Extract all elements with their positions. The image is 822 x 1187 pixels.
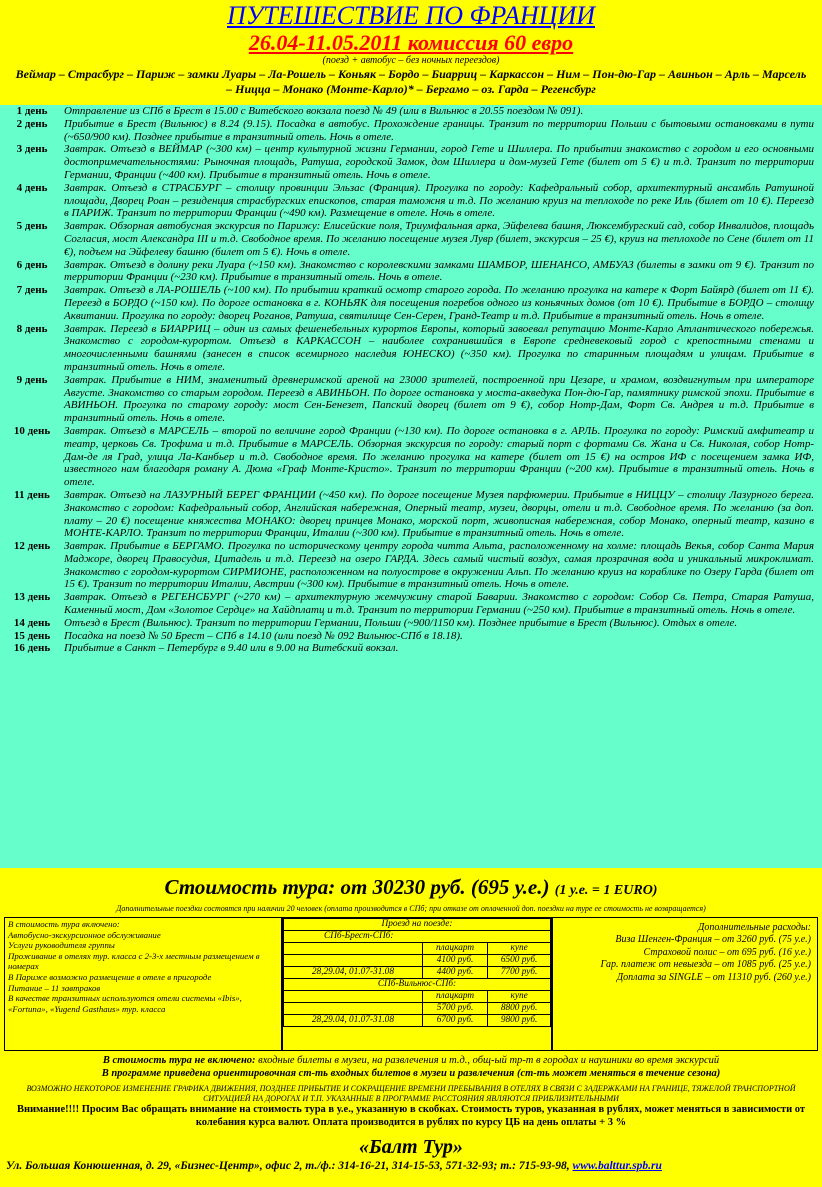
col-kupe: купе [488,943,551,955]
day-text: Завтрак. Прибытие в НИМ, знаменитый древнеримской ареной на 23000 зрителей, построенной при Цезаре, и храмом, воздвигнутым при императоре Августе. Знакомство со старым городом. Переезд в АВИНЬОН. По дороге остановка у моста-акведука Пон-дю-Гар, памятнику римской эпохи. Прибытие в АВИНЬОН. Прогулка по старому городу: мост Сен-Бенезет, Папский дворец (билет от 9 €), собор Нотр-Дам, Форт Св. Андрея и т.д. Прибытие в транзитный отель. Ночь в отеле. [64,373,814,425]
day-text: Завтрак. Отъезд в СТРАСБУРГ – столицу провинции Эльзас (Франция). Прогулка по городу: Кафедральный собор, архитектурный ансамбль Ратушной площади, Дворец Роан – резиденция страсбургских епископов, старая таможня и т.д. По желанию круиз на теплоходе по реке Иль (билет от 10 €). Переезд в ПАРИЖ. Транзит по территории Франции (~490 км). Размещение в отеле. Ночь в отеле. [64,181,814,220]
extra-title: Дополнительные расходы: [698,922,811,933]
day-row [0,642,822,655]
price-cell: 7700 руб. [488,967,551,979]
train-route-vilnius: СПб-Вильнюс-СПб: [284,979,551,991]
day-row [0,284,822,322]
included-item: Проживание в отелях тур. класса с 2-3-х местным размещением в номерах [8,950,260,972]
not-included-label: В стоимость тура не включено: [102,1055,256,1066]
included-item: Питание – 11 завтраков [8,982,101,993]
train-route-brest: СПб-Брест-СПб: [284,931,551,943]
train-prices-box [282,917,552,1051]
schedule-disclaimer: ВОЗМОЖНО НЕКОТОРОЕ ИЗМЕНЕНИЕ ГРАФИКА ДВИЖЕНИЯ, ПОЗДНЕЕ ПРИБЫТИЕ И СОКРАЩЕНИЕ ВРЕМЕНИ ПРЕБЫВАНИЯ В ОТЕЛЯХ В СВЯЗИ С ЗАДЕРЖКАМИ НА ГРАНИЦЕ, ТЯЖЕЛОЙ ТРАНСПОРТНОЙ СИТУАЦИЕЙ НА ДОРОГАХ И Т.П. УКАЗАННЫЕ В ПРОГРАММЕ РАССТОЯНИЯ ЯВЛЯЮТСЯ ПРИБЛИЗИТЕЛЬНЫМИ [26,1084,796,1103]
day-row [0,182,822,220]
day-label: 7 день [16,284,48,297]
day-text: Завтрак. Обзорная автобусная экскурсия по Парижу: Елисейские поля, Триумфальная арка, Эйфелева башня, Люксембургский сад, собор Инвалидов, площадь Согласия, мост Александра III и т.д. Свободное время. По желанию посещение музея Лувр (билет, экскурсия – 25 €), круиз на теплоходе по Сене (билет от 11 €), подъем на Эйфелеву башню (билет от 5 €). Ночь в отеле. [64,220,814,258]
day-row [0,591,822,617]
col-platskart: плацкарт [422,991,487,1003]
included-item: В Париже возможно размещение в отеле в пригороде [8,971,212,982]
dates-cell: 28,29.04, 01.07-31.08 [284,1015,423,1027]
day-text: Прибытие в Брест (Вильнюс) в 8.24 (9.15). Посадка в автобус. Прохождение границы. Транзит по территории Польши с бытовыми остановками в пути (~650/900 км). Позднее прибытие в транзитный отель. Ночь в отеле. [64,117,814,143]
price-cell: 4100 руб. [422,955,487,967]
price-cell: 6500 руб. [488,955,551,967]
day-row [0,323,822,374]
program-note-text: В программе приведена ориентировочная ст-ть входных билетов в музеи и развлечения (ст-ть может меняться в течение сезона) [101,1068,721,1079]
day-row [0,220,822,258]
day-text: Прибытие в Санкт – Петербург в 9.40 или в 9.00 на Витебский вокзал. [64,642,399,655]
day-text: Отправление из СПб в Брест в 15.00 с Витебского вокзала поезд № 49 (или в Вильнюс в 20.55 поездом № 091). [64,105,584,117]
day-row [0,489,822,540]
day-text: Завтрак. Отъезд в РЕГЕНСБУРГ (~270 км) – архитектурную жемчужину старой Баварии. Знакомство с городом: Собор Св. Петра, Старая Ратуша, Каменный мост, Дом «Золотое Сердце» на Хайдплатц и т.д. Транзит по территории Германии (~250 км). Прибытие в транзитный отель. Ночь в отеле. [64,591,814,617]
price-cell: 9800 руб. [488,1015,551,1027]
day-row [0,105,822,118]
day-row [0,118,822,144]
price-cell: 6700 руб. [422,1015,487,1027]
day-label: 1 день [16,105,48,117]
tour-price: Стоимость тура: от 30230 руб. (695 у.е.) [164,875,550,899]
price-cell: 4400 руб. [422,967,487,979]
day-label: 14 день [13,616,51,629]
currency-rate: (1 у.е. = 1 EURO) [554,883,658,898]
day-text: Завтрак. Отъезд в ВЕЙМАР (~300 км) – центр культурной жизни Германии, город Гете и Шиллера. По прибытии знакомство с городом и его основными достопримечательностями: Рыночная площадь, Ратуша, городской Замок, дом Шиллера и дом-музей Гете (билет от 5 €) и т.д. Транзит по территории Германии, Франции (~400 км). Прибытие в транзитный отель. Ночь в отеле. [64,143,814,181]
header [0,0,822,105]
dates-cell [284,955,423,967]
empty-cell [284,1003,423,1015]
day-label: 4 день [16,181,48,194]
included-item: Автобусно-экскурсионное обслуживание [8,929,161,940]
day-label: 6 день [16,258,48,271]
day-label: 2 день [16,117,48,130]
itinerary [0,105,822,868]
day-text: Завтрак. Прибытие в БЕРГАМО. Прогулка по историческому центру города читта Альта, расположенному на холме: площадь Векья, собор Санта Мария Маджоре, дворец Правосудия, Цитадель и т.д. Переезд на озеро ГАРДА. Здесь самый чистый воздух, самая прозрачная вода и уникальный микроклимат. Знакомство с городом-курортом СИРМИОНЕ, расположенном на полуострове в окружении Альп. По желанию круиз на кораблике по Озеру Гарда (билет от 15 €). Транзит по территории Италии, Австрии (~300 км). Прибытие в транзитный отель. Ночь в отеле. [64,540,814,591]
day-text: Завтрак. Отъезд в ЛА-РОШЕЛЬ (~100 км). По прибытии краткий осмотр старого города. По желанию прогулка на катере к Форт Байярд (билет от 11 €). Переезд в БОРДО (~150 км). По дороге остановка в г. КОНЬЯК для посещения погребов одного из коньячных домов (от 10 €). Прибытие в БОРДО – столицу Аквитании. Прогулка по городу: дворец Роганов, Ратуша, святилище Сен-Серен, Гранд-Театр и т.д. Прибытие в транзитный отель. Ночь в отеле. [64,284,814,322]
included-box [4,917,282,1051]
day-row [0,617,822,630]
company-name: «Балт Тур» [359,1136,463,1159]
day-row [0,540,822,591]
day-row [0,425,822,489]
day-label: 11 день [14,488,50,501]
extra-item: Гар. платеж от невыезда – от 1085 руб. (25 у.е.) [600,959,811,971]
website-link[interactable]: www.balttur.spb.ru [572,1160,662,1173]
route: Веймар – Страсбург – Париж – замки Луары – Ла-Рошель – Коньяк – Бордо – Биарриц – Каркассон – Ним – Пон-дю-Гар – Авиньон – Арль – Марсель – Ницца – Монако (Монте-Карло)* – Бергамо – оз. Гарда – Регенсбург [15,67,807,96]
company-address [0,1159,822,1173]
day-text: Завтрак. Отъезд в МАРСЕЛЬ – второй по величине город Франции (~130 км). По дороге остановка в г. АРЛЬ. Прогулка по городу: Римский амфитеатр и театр, церковь Св. Трофима и т.д. Прибытие в МАРСЕЛЬ. Обзорная экскурсия по городу: старый порт с фортами Св. Жана и Св. Николая, собор Нотр-Дам-де ля Град, улица Ла-Канбьер и т.д. Свободное время. По желанию прогулка на катере (билет от 15 €) на остров ИФ с посещением замка ИФ, известного нам благодаря роману А. Дюма «Граф Монте-Кристо». Транзит по территории Франции (~200 км). Прибытие в транзитный отель. Ночь в отеле. [64,424,814,489]
day-text: Посадка на поезд № 50 Брест – СПб в 14.10 (или поезд № 092 Вильнюс-СПб в 18.18). [64,629,463,642]
day-label: 5 день [16,220,48,233]
train-prices-table [283,918,551,1027]
dates-cell: 28,29.04, 01.07-31.08 [284,967,423,979]
day-row [0,143,822,181]
day-row [0,259,822,285]
day-row [0,374,822,425]
day-text: Завтрак. Отъезд на ЛАЗУРНЫЙ БЕРЕГ ФРАНЦИИ (~450 км). По дороге посещение Музея парфюмерии. Прибытие в НИЦЦУ – столицу Лазурного берега. Знакомство с городом: Кафедральный собор, Английская набережная, Оперный театр, музеи, дворцы, отели и т.д. Свободное время. По желанию (за доп. плату – 20 €) посещение княжества МОНАКО: дворец принцев Монако, морской порт, живописная набережная, собор Монако, оперный театр, казино в МОНТЕ-КАРЛО. Транзит по территории Франции, Италии (~300 км). Прибытие в транзитный отель. Ночь в отеле. [64,488,814,540]
train-title: Проезд на поезде: [284,919,551,931]
footer [0,868,822,1187]
price-cell: 5700 руб. [422,1003,487,1015]
extra-item: Доплата за SINGLE – от 11310 руб. (260 у.е.) [616,971,811,983]
extra-trips-note: Дополнительные поездки состоятся при наличии 20 человек (оплата производится в СПб; при отказе от оплаченной доп. поездки на туре ее стоимость не возвращается) [116,904,706,913]
extra-item: Виза Шенген-Франция – от 3260 руб. (75 у.е.) [615,934,811,946]
col-platskart: плацкарт [422,943,487,955]
day-text: Отъезд в Брест (Вильнюс). Транзит по территории Германии, Польши (~900/1150 км). Позднее прибытие в Брест (Вильнюс). Отдых в отеле. [64,616,738,629]
day-label: 12 день [13,540,51,553]
empty-cell [284,991,423,1003]
address-text: Ул. Большая Конюшенная, д. 29, «Бизнес-Центр», офис 2, т./ф.: 314-16-21, 314-15-53, 571-32-93; т.: 715-93-98, [6,1160,570,1173]
day-label: 9 день [16,373,48,386]
empty-cell [284,943,423,955]
currency-warning: Внимание!!!! Просим Вас обращать внимание на стоимость тура в у.е., указанную в скобках. Стоимость туров, указанная в рублях, может меняться в зависимости от колебания курса валют. Оплата производится в рублях по курсу ЦБ на день оплаты + 3 % [16,1104,806,1129]
day-row [0,630,822,643]
included-item: Услуги руководителя группы [8,940,115,951]
included-title: В стоимость тура включено: [8,919,120,929]
day-label: 3 день [16,143,48,156]
extra-costs-box [552,917,818,1051]
day-label: 10 день [13,424,51,437]
price-line [0,868,822,904]
included-item: В качестве транзитных используются отели системы «Ibis», «Fortuna», «Yugend Gasthaus» тур. класса [8,993,242,1014]
page-title: ПУТЕШЕСТВИЕ ПО ФРАНЦИИ [227,1,595,30]
not-included [0,1054,822,1067]
day-text: Завтрак. Переезд в БИАРРИЦ – один из самых фешенебельных курортов Европы, который завоевал репутацию Монте-Карло Атлантического побережья. Знакомство с городом-курортом. Отъезд в КАРКАССОН – наиболее сохранившийся в Европе средневековый город с крепостными стенами и многочисленными башнями (занесен в список всемирного наследия ЮНЕСКО) (~350 км). Прогулка по старинным площадям и улицам. Прибытие в транзитный отель. Ночь в отеле. [64,322,814,373]
day-text: Завтрак. Отъезд в долину реки Луара (~150 км). Знакомство с королевскими замками ШАМБОР, ШЕНАНСО, АМБУАЗ (билеты в замки от 9 €). Транзит по территории Франции (~230 км). Прибытие в транзитный отель. Ночь в отеле. [64,258,814,284]
program-note [0,1067,822,1080]
day-label: 13 день [13,591,51,604]
extra-item: Страховой полис – от 695 руб. (16 у.е.) [643,946,811,958]
info-tables [4,917,818,1051]
day-label: 16 день [13,642,51,655]
not-included-text: входные билеты в музеи, на развлечения и т.д., общ-ый тр-т в городах и наушники во время экскурсий [258,1055,720,1066]
price-cell: 8800 руб. [488,1003,551,1015]
day-label: 8 день [16,322,48,335]
day-label: 15 день [13,629,51,642]
col-kupe: купе [488,991,551,1003]
transport-note: (поезд + автобус – без ночных переездов) [322,55,500,66]
tour-dates: 26.04-11.05.2011 комиссия 60 евро [248,30,574,55]
